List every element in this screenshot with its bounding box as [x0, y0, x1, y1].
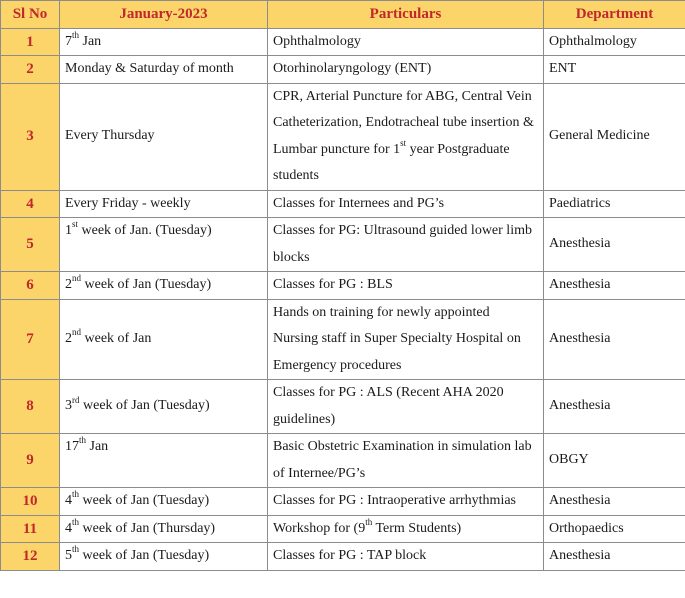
table-row	[1, 434, 685, 488]
schedule-cell	[60, 488, 268, 516]
particulars-text: Classes for PG : BLS	[273, 277, 393, 292]
department-cell: Anesthesia	[544, 272, 685, 300]
sl-no-cell: 7	[1, 299, 60, 380]
sl-no-cell: 8	[1, 380, 60, 434]
particulars-text: Classes for PG : TAP block	[273, 548, 427, 563]
sl-no-cell: 4	[1, 190, 60, 218]
header-month: January-2023	[60, 1, 268, 29]
department-cell: Ophthalmology	[544, 28, 685, 56]
schedule-text: 1	[65, 223, 72, 238]
schedule-text-rest: week of Jan	[81, 331, 152, 346]
schedule-text: 4	[65, 520, 72, 536]
schedule-cell	[60, 299, 268, 380]
sl-no-cell: 11	[1, 515, 60, 543]
schedule-text-rest: week of Jan (Tuesday)	[79, 398, 210, 414]
particulars-cell	[268, 380, 544, 434]
ordinal-suffix: st	[72, 219, 79, 230]
schedule-cell	[60, 83, 268, 190]
sl-no-cell: 6	[1, 272, 60, 300]
department-cell: Anesthesia	[544, 488, 685, 516]
schedule-text: 17	[65, 439, 79, 454]
sl-no-cell: 1	[1, 28, 60, 56]
particulars-text: Classes for PG: Ultrasound guided lower limb blocks	[273, 223, 532, 265]
department-cell: Anesthesia	[544, 218, 685, 272]
schedule-cell	[60, 56, 268, 84]
table-row	[1, 515, 685, 543]
table-row	[1, 380, 685, 434]
header-sl-no: Sl No	[1, 1, 60, 29]
department-cell: General Medicine	[544, 83, 685, 190]
schedule-text: Monday & Saturday of month	[65, 61, 234, 76]
table-body	[1, 28, 685, 570]
particulars-cell	[268, 28, 544, 56]
schedule-cell	[60, 434, 268, 488]
particulars-cell	[268, 515, 544, 543]
particulars-cell	[268, 299, 544, 380]
table-row	[1, 488, 685, 516]
ordinal-suffix: th	[79, 435, 87, 446]
ordinal-suffix: th	[365, 516, 373, 527]
particulars-cell	[268, 56, 544, 84]
schedule-text-rest: week of Jan. (Tuesday)	[78, 223, 212, 238]
schedule-text: Every Thursday	[65, 128, 155, 144]
table-row	[1, 28, 685, 56]
ordinal-suffix: th	[72, 516, 80, 527]
department-cell: Anesthesia	[544, 299, 685, 380]
department-cell: OBGY	[544, 434, 685, 488]
sl-no-cell: 3	[1, 83, 60, 190]
table-row	[1, 272, 685, 300]
schedule-text: 2	[65, 277, 72, 292]
schedule-cell	[60, 190, 268, 218]
particulars-cell	[268, 218, 544, 272]
sl-no-cell: 9	[1, 434, 60, 488]
sl-no-cell: 10	[1, 488, 60, 516]
header-particulars: Particulars	[268, 1, 544, 29]
schedule-cell	[60, 28, 268, 56]
ordinal-suffix: th	[72, 29, 80, 40]
schedule-text: 4	[65, 493, 72, 508]
particulars-text: Workshop for (9	[273, 520, 366, 536]
particulars-text: CPR, Arterial Puncture for ABG, Central Vein Catheterization, Endotracheal tube insertion & Lumbar puncture for 1	[273, 88, 534, 157]
ordinal-suffix: nd	[72, 273, 81, 284]
schedule-cell	[60, 515, 268, 543]
schedule-text-rest: week of Jan (Tuesday)	[81, 277, 212, 292]
sl-no-cell: 12	[1, 543, 60, 571]
table-row	[1, 56, 685, 84]
ordinal-suffix: th	[72, 489, 80, 500]
ordinal-suffix: st	[400, 137, 407, 148]
department-cell: Orthopaedics	[544, 515, 685, 543]
particulars-cell	[268, 543, 544, 571]
schedule-cell	[60, 272, 268, 300]
particulars-text: Classes for PG : ALS (Recent AHA 2020 guidelines)	[273, 385, 504, 427]
schedule-cell	[60, 218, 268, 272]
schedule-text-rest: week of Jan (Thursday)	[79, 520, 216, 536]
schedule-text-rest: week of Jan (Tuesday)	[79, 548, 210, 563]
sl-no-cell: 2	[1, 56, 60, 84]
particulars-text: Classes for Internees and PG’s	[273, 195, 445, 211]
ordinal-suffix: nd	[72, 327, 81, 338]
schedule-text: 3	[65, 398, 72, 414]
table-row	[1, 83, 685, 190]
schedule-text-rest: week of Jan (Tuesday)	[79, 493, 210, 508]
table-row	[1, 543, 685, 571]
schedule-cell	[60, 543, 268, 571]
particulars-text-rest: year Postgraduate students	[273, 141, 510, 183]
table-row	[1, 299, 685, 380]
header-department: Department	[544, 1, 685, 29]
table-row	[1, 190, 685, 218]
schedule-text-rest: Jan	[79, 33, 102, 49]
particulars-text: Hands on training for newly appointed Nursing staff in Super Specialty Hospital on Emergency procedures	[273, 304, 521, 373]
department-cell: ENT	[544, 56, 685, 84]
particulars-cell	[268, 488, 544, 516]
ordinal-suffix: th	[72, 544, 80, 555]
header-row	[1, 1, 685, 29]
particulars-cell	[268, 434, 544, 488]
sl-no-cell: 5	[1, 218, 60, 272]
schedule-text: Every Friday - weekly	[65, 195, 191, 211]
ordinal-suffix: rd	[72, 394, 80, 405]
schedule-cell	[60, 380, 268, 434]
particulars-text: Otorhinolaryngology (ENT)	[273, 61, 432, 76]
department-cell: Anesthesia	[544, 380, 685, 434]
particulars-text: Basic Obstetric Examination in simulation lab of Internee/PG’s	[273, 439, 532, 481]
table-row	[1, 218, 685, 272]
schedule-text: 5	[65, 548, 72, 563]
particulars-text-rest: Term Students)	[372, 520, 462, 536]
schedule-text: 7	[65, 33, 72, 49]
schedule-text: 2	[65, 331, 72, 346]
particulars-cell	[268, 190, 544, 218]
department-cell: Paediatrics	[544, 190, 685, 218]
particulars-text: Classes for PG : Intraoperative arrhythmias	[273, 493, 516, 508]
schedule-text-rest: Jan	[86, 439, 109, 454]
department-cell: Anesthesia	[544, 543, 685, 571]
particulars-cell	[268, 83, 544, 190]
particulars-cell	[268, 272, 544, 300]
particulars-text: Ophthalmology	[273, 33, 361, 49]
